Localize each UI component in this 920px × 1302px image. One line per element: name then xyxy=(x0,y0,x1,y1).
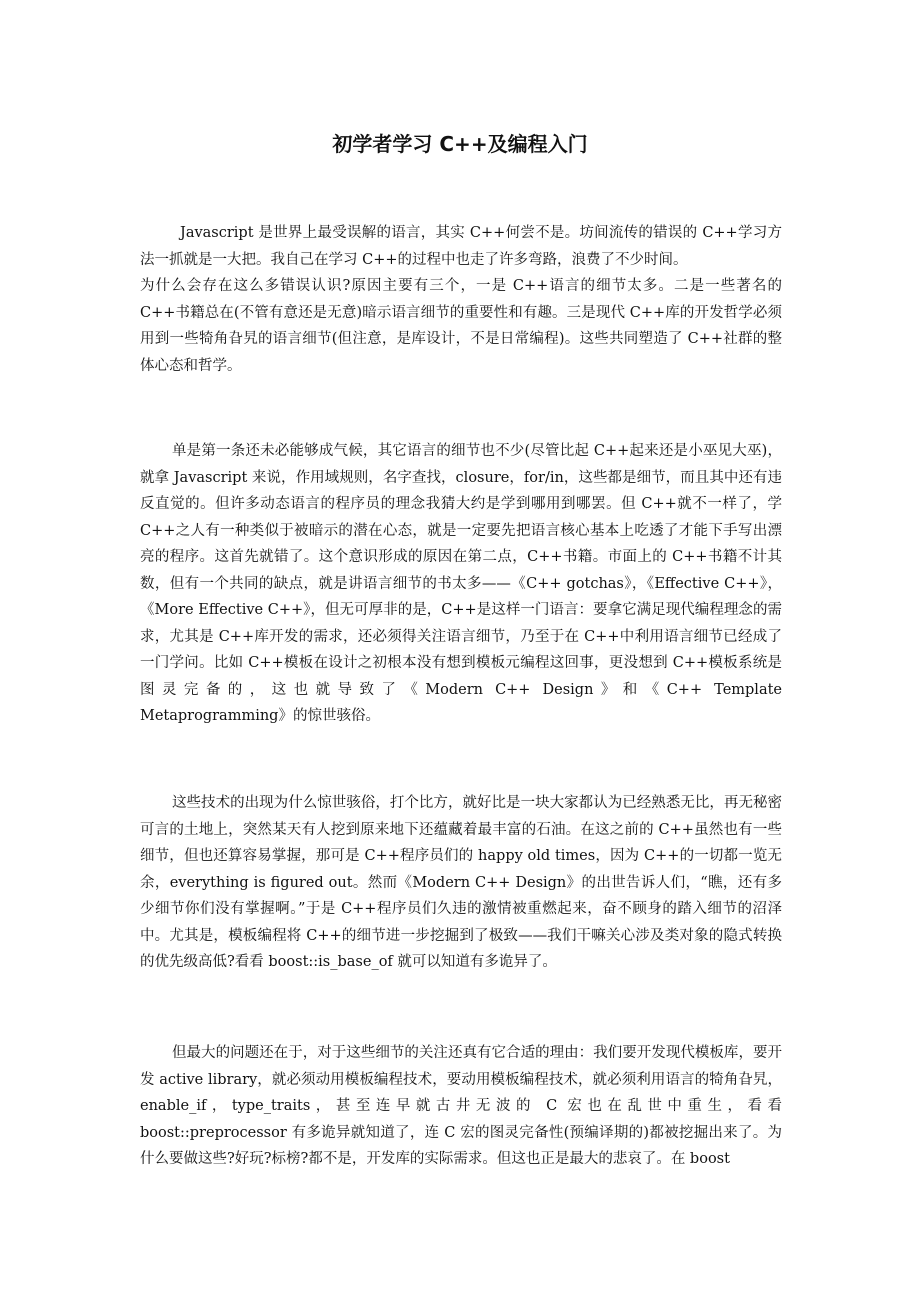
paragraph-1-line-1: Javascript 是世界上最受误解的语言，其实 C++何尝不是。坊间流传的错误的 C++学习方法一抓就是一大把。我自己在学习 C++的过程中也走了许多弯路，浪费了不少时间。 xyxy=(140,225,782,268)
paragraph-3 xyxy=(140,790,782,976)
paragraph-4 xyxy=(140,1040,782,1173)
paragraph-3-text: 这些技术的出现为什么惊世骇俗，打个比方，就好比是一块大家都认为已经熟悉无比，再无秘密可言的土地上，突然某天有人挖到原来地下还蕴藏着最丰富的石油。在这之前的 C++虽然也有一些细节，但也还算容易掌握，那可是 C++程序员们的 happy old times，因为 C++的一切都一览无余，everything is figured out。然而《Modern C++ Design》的出世告诉人们，“瞧，还有多少细节你们没有掌握啊。”于是 C++程序员们久违的激情被重燃起来，奋不顾身的踏入细节的沼泽中。尤其是，模板编程将 C++的细节进一步挖掘到了极致——我们干嘛关心涉及类对象的隐式转换的优先级高低?看看 boost::is_base_of 就可以知道有多诡异了。 xyxy=(140,795,782,970)
paragraph-4-text: 但最大的问题还在于，对于这些细节的关注还真有它合适的理由：我们要开发现代模板库，要开发 active library，就必须动用模板编程技术，要动用模板编程技术，就必须利用语言的犄角旮旯，enable_if，type_traits，甚至连早就古井无波的 C 宏也在乱世中重生，看看 boost::preprocessor 有多诡异就知道了，连 C 宏的图灵完备性(预编译期的)都被挖掘出来了。为什么要做这些?好玩?标榜?都不是，开发库的实际需求。但这也正是最大的悲哀了。在 boost xyxy=(140,1045,782,1167)
paragraph-2 xyxy=(140,438,782,730)
paragraph-1 xyxy=(140,220,782,379)
paragraph-2-text: 单是第一条还未必能够成气候，其它语言的细节也不少(尽管比起 C++起来还是小巫见大巫)，就拿 Javascript 来说，作用域规则，名字查找，closure，for/in，这些都是细节，而且其中还有违反直觉的。但许多动态语言的程序员的理念我猜大约是学到哪用到哪罢。但 C++就不一样了，学 C++之人有一种类似于被暗示的潜在心态，就是一定要先把语言核心基本上吃透了才能下手写出漂亮的程序。这首先就错了。这个意识形成的原因在第二点，C++书籍。市面上的 C++书籍不计其数，但有一个共同的缺点，就是讲语言细节的书太多——《C++ gotchas》，《Effective C++》，《More Effective C++》，但无可厚非的是，C++是这样一门语言：要拿它满足现代编程理念的需求，尤其是 C++库开发的需求，还必须得关注语言细节，乃至于在 C++中利用语言细节已经成了一门学问。比如 C++模板在设计之初根本没有想到模板元编程这回事，更没想到 C++模板系统是图灵完备的，这也就导致了《Modern C++ Design》和《C++ Template Metaprogramming》的惊世骇俗。 xyxy=(140,443,782,724)
document-title: 初学者学习 C++及编程入门 xyxy=(332,132,588,156)
paragraph-1-line-2: 为什么会存在这么多错误认识?原因主要有三个，一是 C++语言的细节太多。二是一些著名的 C++书籍总在(不管有意还是无意)暗示语言细节的重要性和有趣。三是现代 C++库的开发哲学必须用到一些犄角旮旯的语言细节(但注意，是库设计，不是日常编程)。这些共同塑造了 C++社群的整体心态和哲学。 xyxy=(140,278,782,374)
